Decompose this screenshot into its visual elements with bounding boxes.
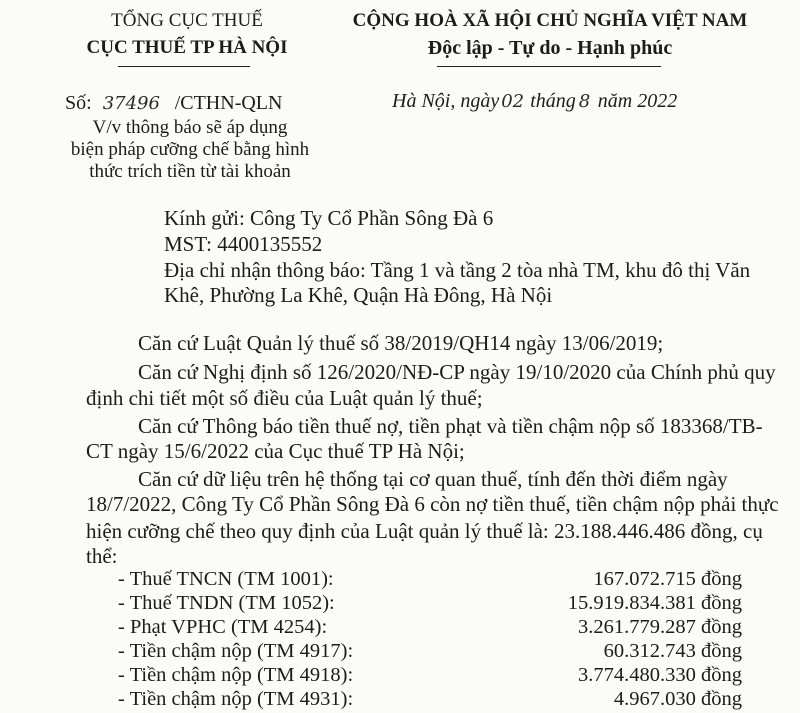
number-prefix: Số: xyxy=(65,92,92,114)
item-amount: 3.261.779.287 đồng xyxy=(578,616,742,638)
recipient-mst: MST: 4400135552 xyxy=(164,232,323,256)
org-name: TỔNG CỤC THUẾ xyxy=(111,10,263,31)
item-label: - Tiền chậm nộp (TM 4917): xyxy=(118,640,354,662)
item-label: - Thuế TNCN (TM 1001): xyxy=(118,568,334,590)
body-line-6: Căn cứ dữ liệu trên hệ thống tại cơ quan thuế, tính đến thời điểm ngày xyxy=(138,467,728,491)
motto: Độc lập - Tự do - Hạnh phúc xyxy=(427,37,673,59)
body-line-3: định chi tiết một số điều của Luật quản lý thuế; xyxy=(86,386,483,410)
item-amount: 4.967.030 đồng xyxy=(613,688,742,710)
subject-line-3: thức trích tiền từ tài khoản xyxy=(89,161,291,182)
date-suffix: năm 2022 xyxy=(597,90,678,112)
subject-line-2: biện pháp cưỡng chế bằng hình xyxy=(70,139,310,160)
body-line-7: 18/7/2022, Công Ty Cổ Phần Sông Đà 6 còn nợ tiền thuế, tiền chậm nộp phải thực xyxy=(86,492,779,516)
item-amount: 3.774.480.330 đồng xyxy=(578,664,742,686)
date-mid: tháng xyxy=(530,90,576,112)
body-line-9: thể: xyxy=(86,544,118,568)
issue-date xyxy=(392,90,677,113)
recipient-address-line-2: Khê, Phường La Khê, Quận Hà Đông, Hà Nội xyxy=(164,283,553,307)
number-suffix: /CTHN-QLN xyxy=(174,92,283,114)
item-label: - Tiền chậm nộp (TM 4918): xyxy=(118,664,354,686)
item-label: - Phạt VPHC (TM 4254): xyxy=(118,616,328,638)
date-day: 02 xyxy=(501,91,525,112)
number-handwritten: 37496 xyxy=(102,93,160,114)
item-amount: 167.072.715 đồng xyxy=(593,568,742,590)
document-number xyxy=(65,92,282,115)
body-line-8: hiện cưỡng chế theo quy định của Luật quản lý thuế là: 23.188.446.486 đồng, cụ xyxy=(86,519,763,543)
body-line-1: Căn cứ Luật Quản lý thuế số 38/2019/QH14 ngày 13/06/2019; xyxy=(138,331,664,355)
dept-name: CỤC THUẾ TP HÀ NỘI xyxy=(86,37,288,58)
item-label: - Tiền chậm nộp (TM 4931): xyxy=(118,688,354,710)
header-right-underline xyxy=(437,66,661,67)
body-line-4: Căn cứ Thông báo tiền thuế nợ, tiền phạt và tiền chậm nộp số 183368/TB- xyxy=(138,414,763,438)
country-name: CỘNG HOÀ XÃ HỘI CHỦ NGHĨA VIỆT NAM xyxy=(352,10,748,31)
recipient-to: Kính gửi: Công Ty Cổ Phần Sông Đà 6 xyxy=(164,206,494,230)
body-line-5: CT ngày 15/6/2022 của Cục thuế TP Hà Nội; xyxy=(86,439,465,463)
item-amount: 15.919.834.381 đồng xyxy=(567,592,742,614)
subject-line-1: V/v thông báo sẽ áp dụng xyxy=(92,117,288,138)
header-left-underline xyxy=(118,66,250,67)
item-label: - Thuế TNDN (TM 1052): xyxy=(118,592,335,614)
date-prefix: Hà Nội, ngày xyxy=(392,90,500,112)
date-month: 8 xyxy=(578,91,591,112)
item-amount: 60.312.743 đồng xyxy=(603,640,742,662)
body-line-2: Căn cứ Nghị định số 126/2020/NĐ-CP ngày 19/10/2020 của Chính phủ quy xyxy=(138,360,776,384)
recipient-address-line-1: Địa chỉ nhận thông báo: Tầng 1 và tầng 2 tòa nhà TM, khu đô thị Văn xyxy=(164,258,751,282)
